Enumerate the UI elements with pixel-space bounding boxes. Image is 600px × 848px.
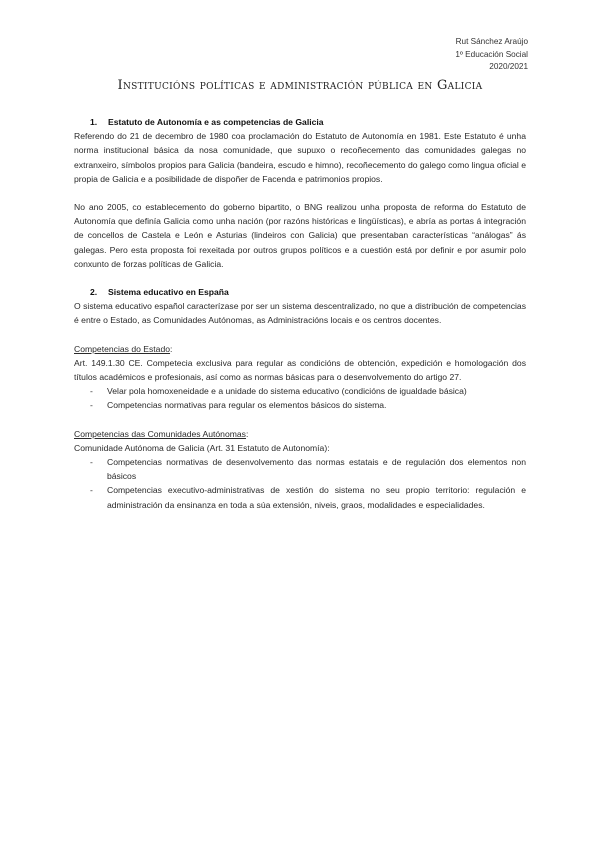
estado-subheading-text: Competencias do Estado [74,343,171,354]
author-name: Rut Sánchez Araújo [455,37,528,46]
section-1-paragraph-1: Referendo do 21 de decembro de 1980 coa proclamación do Estatuto de Autonomía en 1981. Este Estatuto é unha norma institucional básica da nosa comunidade, que supuxo o recoñecemento das comunidades galegas no extranxeiro, símbolos propios para Galicia (bandeira, escudo e himno), recoñecemento do galego como lingua oficial e propia de Galicia e a posibilidade de dispoñer de Facenda e patrimonios propios. [74,131,526,184]
course-name: 1º Educación Social [455,49,528,59]
ccaa-list [74,455,526,512]
section-1-heading [74,115,526,129]
section-1-title: Estatuto de Autonomía e as competencias de Galicia [108,117,324,127]
estado-subheading-colon: : [170,343,173,354]
section-1-paragraph-2: No ano 2005, co establecemento do goberno bipartito, o BNG realizou unha proposta de reforma do Estatuto de Autonomía que definía Galicia como unha nación (por razóns históricas e lingüísticas), e abría as portas á integración de concellos de Castela e León e Asturias (lindeiros con Galicia) que presentaban características “análogas” ás galegas. Pero esta proposta foi rexeitada por outros grupos políticos e a cuestión está por definir e por asumir polo conxunto de forzas políticas de Galicia. [74,202,526,269]
section-2-number: 2. [90,287,98,298]
document-body [74,115,526,512]
document-title: Institucións políticas e administración pública en Galicia [117,78,483,93]
document-header [455,36,528,74]
section-2-heading [74,285,526,299]
estado-list [74,384,526,412]
academic-year: 2020/2021 [489,62,528,72]
section-2-intro: O sistema educativo español caracterízase por ser un sistema descentralizado, no que a distribución de competencias é entre o Estado, as Comunidades Autónomas, as Administracións locais e os centros docentes. [74,301,526,326]
section-2-title: Sistema educativo en España [108,287,229,298]
section-1-number: 1. [90,117,98,127]
list-item: - Competencias normativas para regular os elementos básicos do sistema. [74,398,526,412]
ccaa-text: Comunidade Autónoma de Galicia (Art. 31 Estatuto de Autonomía): [74,442,330,453]
list-item: - Competencias executivo-administrativas de xestión do sistema no seu propio territorio: regulación e administración da ensinanza en toda a súa extensión, niveis, graos, modalidades e especialidades. [74,483,526,511]
list-item: - Velar pola homoxeneidade e a unidade do sistema educativo (condicións de igualdade básica) [74,384,526,398]
estado-text: Art. 149.1.30 CE. Competecia exclusiva para regular as condicións de obtención, expedición e homologación dos títulos académicos e profesionais, así como as normas básicas para o desenvolvemento do artigo 27. [74,357,526,383]
ccaa-subheading [74,427,526,441]
ccaa-subheading-text: Competencias das Comunidades Autónomas [74,428,246,439]
estado-subheading [74,342,526,356]
list-item: - Competencias normativas de desenvolvemento das normas estatais e de regulación dos elementos non básicos [74,455,526,483]
ccaa-subheading-colon: : [245,428,249,439]
